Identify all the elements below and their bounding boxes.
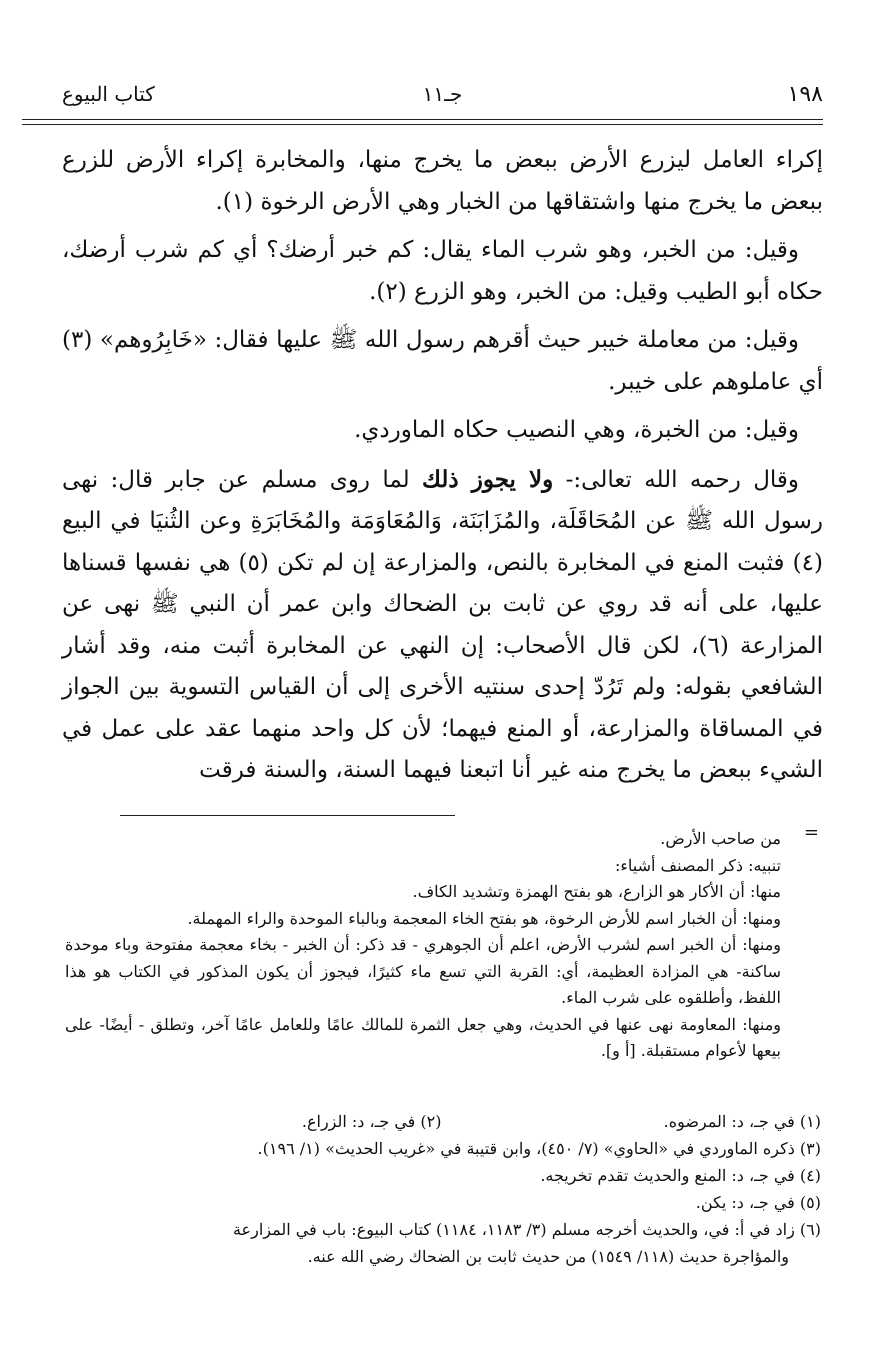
footnote-4: (٤) في جـ، د: المنع والحديث تقدم تخريجه. xyxy=(540,1166,821,1185)
footnote-5: (٥) في جـ، د: يكن. xyxy=(695,1193,821,1212)
note-line: ومنها: المعاومة نهى عنها في الحديث، وهي جعل الثمرة للمالك عامًا وللعامل عامًا آخر، وتطلق - أيضًا- على بيعها لأعوام مستقبلة. [أ و]. xyxy=(65,1014,781,1060)
footnote-1: (١) في جـ، د: المرضوه. xyxy=(663,1112,821,1131)
paragraph-4: وقيل: من الخبرة، وهي النصيب حكاه الماوردي. xyxy=(354,417,799,443)
paragraph-1: إكراء العامل ليزرع الأرض ببعض ما يخرج منها، والمخابرة إكراء الأرض للزرع ببعض ما يخرج منها واشتقاقها من الخبار وهي الأرض الرخوة (١). xyxy=(62,147,823,215)
footnote-6: (٦) زاد في أ: في، والحديث أخرجه مسلم (٣/ ١١٨٣، ١١٨٤) كتاب البيوع: باب في المزارعة xyxy=(232,1220,821,1239)
continuation-mark: = xyxy=(803,822,819,843)
page-number: ١٩٨ xyxy=(787,82,823,107)
footnote-separator xyxy=(120,815,455,816)
footnote-6-continued: والمؤاجرة حديث (١١٨/ ١٥٤٩) من حديث ثابت بن الضحاك رضي الله عنه. xyxy=(307,1247,789,1266)
note-line: ومنها: أن الخبر اسم لشرب الأرض، اعلم أن الجوهري - قد ذكر: أن الخبر - بخاء معجمة مفتوحة وباء موحدة ساكنة- هي المزادة العظيمة، أي: القربة التي تسع ماء كثيرًا، فيجوز أن يكون المذكور في الكتاب هو هذا اللفظ، وأطلقوه على شرب الماء. xyxy=(65,935,781,1007)
footnote-2: (٢) في جـ، د: الزراع. xyxy=(301,1112,442,1131)
note-line: منها: أن الأكار هو الزارع، هو بفتح الهمزة وتشديد الكاف. xyxy=(412,882,781,901)
footnote-3: (٣) ذكره الماوردي في «الحاوي» (٧/ ٤٥٠)، وابن قتيبة في «غريب الحديث» (١/ ١٩٦). xyxy=(257,1139,821,1158)
commentary-notes xyxy=(65,826,781,1065)
book-title: كتاب البيوع xyxy=(62,82,155,106)
paragraph-5-text: لما روى مسلم عن جابر قال: نهى رسول الله ﷺ عن المُحَاقَلَة، والمُزَابَنَة، وَالمُعَاوَمَة والمُخَابَرَةِ وعن الثُنيَا في البيع (٤) فثبت المنع في المخابرة بالنص، والمزارعة إن لم تكن (٥) هي نفسها قسناها عليها، على أنه قد روي عن ثابت بن الضحاك وابن عمر أن النبي ﷺ نهى عن المزارعة (٦)، لكن قال الأصحاب: إن النهي عن المخابرة أثبت منه، وقد أشار الشافعي بقوله: ولم تَرُدّ إحدى سنتيه الأخرى إلى أن القياس التسوية بين الجواز في المساقاة والمزارعة، أو المنع فيهما؛ لأن كل واحد منهما عقد على عمل في الشيء ببعض ما يخرج منه غير أنا اتبعنا فيهما السنة، والسنة فرقت xyxy=(62,466,823,783)
paragraph-5 xyxy=(62,459,823,792)
note-line: تنبيه: ذكر المصنف أشياء: xyxy=(614,855,781,875)
running-header xyxy=(62,82,823,112)
header-rule-inner xyxy=(22,124,823,125)
footnotes xyxy=(62,1108,821,1270)
matn-quote: ولا يجوز ذلك xyxy=(422,465,554,493)
paragraph-5-intro: وقال رحمه الله تعالى:- xyxy=(565,466,800,493)
note-line: ومنها: أن الخبار اسم للأرض الرخوة، هو بفتح الخاء المعجمة وبالباء الموحدة والراء المهملة. xyxy=(187,908,781,928)
note-line: من صاحب الأرض. xyxy=(660,829,781,848)
header-rule xyxy=(22,119,823,120)
main-text xyxy=(62,140,823,799)
volume-label: جـ١١ xyxy=(422,82,463,106)
footnote-row-1-2 xyxy=(62,1108,821,1135)
paragraph-3: وقيل: من معاملة خيبر حيث أقرهم رسول الله ﷺ عليها فقال: «خَابِرُوهم» (٣) أي عاملوهم على خيبر. xyxy=(62,327,823,395)
paragraph-2: وقيل: من الخبر، وهو شرب الماء يقال: كم خبر أرضك؟ أي كم شرب أرضك، حكاه أبو الطيب وقيل: من الخبر، وهو الزرع (٢). xyxy=(62,237,823,305)
